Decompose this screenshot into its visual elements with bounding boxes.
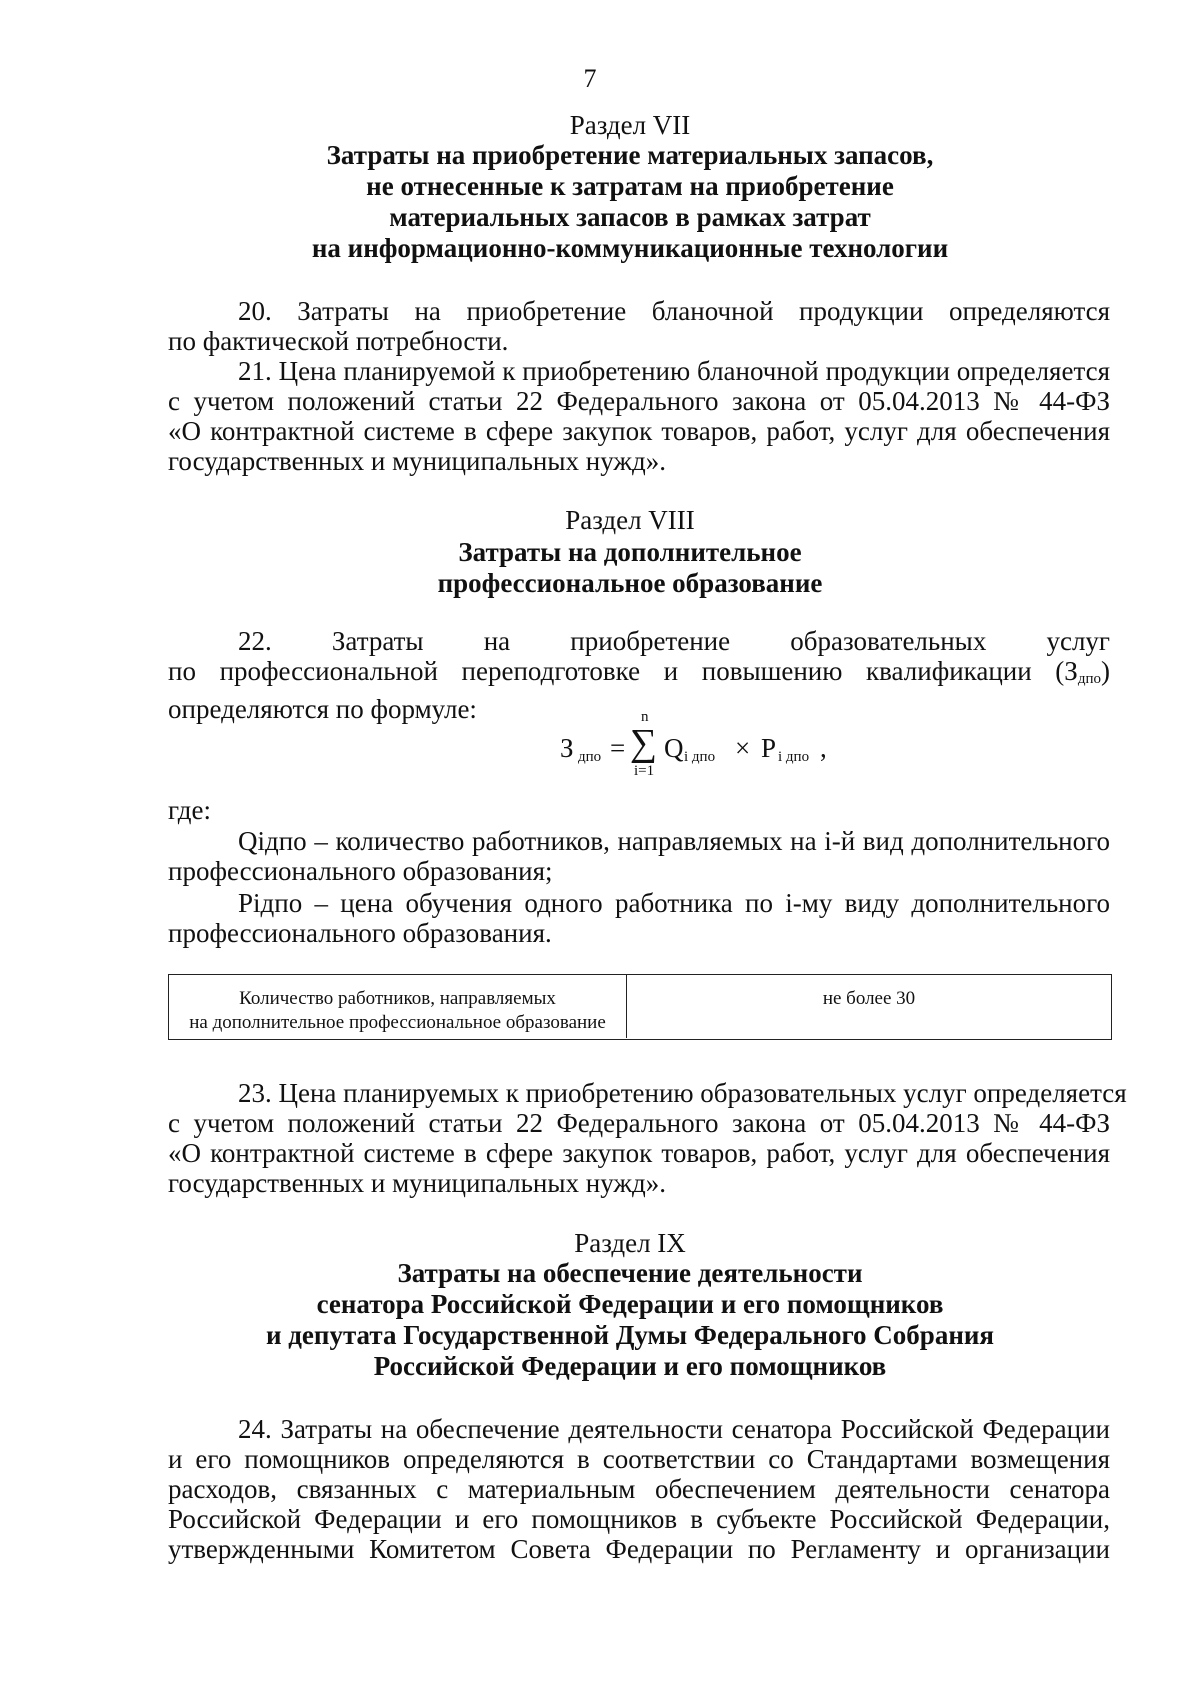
paragraph-line: 24. Затраты на обеспечение деятельности сенатора Российской Федерации — [238, 1414, 1110, 1444]
table-label-cell — [169, 975, 627, 1038]
paragraph-line-text: по профессиональной переподготовке и повышению квалификации (З — [168, 656, 1078, 686]
p-definition — [168, 888, 1110, 948]
paragraph-line: Российской Федерации и его помощников в субъекте Российской Федерации, — [168, 1504, 1110, 1534]
paragraph-line: 22. Затраты на приобретение образовательных услуг — [238, 626, 1110, 656]
formula-equals: = — [610, 733, 626, 763]
paragraph-23 — [168, 1078, 1127, 1198]
subscript: дпо — [1077, 671, 1101, 687]
paragraph-line: профессионального образования. — [168, 918, 552, 948]
paragraph-line: 21. Цена планируемой к приобретению бланочной продукции определяется — [238, 356, 1110, 386]
paragraph-line: определяются по формуле: — [168, 694, 477, 724]
paragraph-20 — [168, 296, 1110, 356]
sum-upper-limit: n — [641, 709, 649, 725]
formula-end: , — [820, 733, 827, 763]
paragraph-line: профессионального образования; — [168, 856, 553, 886]
section-7-title-line: на информационно-коммуникационные технологии — [311, 233, 949, 263]
paragraph-line: Piдпо – цена обучения одного работника по i-му виду дополнительного — [238, 888, 1110, 918]
section-8-heading: Раздел VIII — [565, 505, 695, 535]
section-9-title-line: Российской Федерации и его помощников — [373, 1351, 887, 1381]
page-number: 7 — [583, 64, 597, 93]
formula — [560, 709, 880, 805]
formula-p: P — [761, 733, 777, 763]
section-8-title — [160, 537, 1100, 599]
formula-q-subscript: i дпо — [684, 749, 716, 765]
paragraph-line — [168, 656, 1110, 686]
paragraph-line: 20. Затраты на приобретение бланочной продукции определяются — [238, 296, 1110, 326]
section-7-title — [160, 140, 1100, 264]
table-value-cell: не более 30 — [822, 988, 916, 1009]
paragraph-line: с учетом положений статьи 22 Федерального закона от 05.04.2013 № 44-ФЗ — [168, 1108, 1110, 1138]
section-8-title-line: Затраты на дополнительное — [458, 537, 802, 567]
paragraph-line: Qiдпо – количество работников, направляемых на i-й вид дополнительного — [238, 826, 1110, 856]
paragraph-line: и его помощников определяются в соответствии со Стандартами возмещения — [168, 1444, 1110, 1474]
paragraph-line-end: ) — [1101, 656, 1110, 686]
paragraph-24 — [168, 1414, 1110, 1564]
formula-q: Q — [664, 733, 684, 763]
paragraph-22 — [168, 626, 1110, 724]
section-9-title — [160, 1258, 1100, 1382]
section-7-title-line: материальных запасов в рамках затрат — [389, 202, 871, 232]
section-7-heading: Раздел VII — [569, 110, 691, 140]
paragraph-line: «О контрактной системе в сфере закупок товаров, работ, услуг для обеспечения — [168, 1138, 1110, 1168]
paragraph-line: 23. Цена планируемых к приобретению образовательных услуг определяется — [238, 1078, 1127, 1108]
section-7-title-line: не отнесенные к затратам на приобретение — [366, 171, 894, 201]
paragraph-line: государственных и муниципальных нужд». — [168, 446, 666, 476]
paragraph-line: утвержденными Комитетом Совета Федерации по Регламенту и организации — [168, 1534, 1110, 1564]
formula-times: × — [735, 733, 751, 763]
paragraph-line: с учетом положений статьи 22 Федерального закона от 05.04.2013 № 44-ФЗ — [168, 386, 1110, 416]
q-definition — [168, 826, 1110, 886]
paragraph-line: по фактической потребности. — [168, 326, 509, 356]
table-label-line: Количество работников, направляемых — [239, 988, 556, 1009]
sigma-icon: ∑ — [630, 722, 658, 764]
formula-lhs-subscript: дпо — [578, 749, 602, 765]
paragraph-line: расходов, связанных с материальным обеспечением деятельности сенатора — [168, 1474, 1110, 1504]
section-9-heading: Раздел IX — [574, 1228, 686, 1258]
section-9-title-line: Затраты на обеспечение деятельности — [397, 1258, 863, 1288]
paragraph-line: государственных и муниципальных нужд». — [168, 1168, 666, 1198]
sum-lower-limit: i=1 — [634, 763, 655, 779]
paragraph-21 — [168, 356, 1110, 476]
section-9-title-line: сенатора Российской Федерации и его помощников — [316, 1289, 944, 1319]
table-label-line: на дополнительное профессиональное образование — [189, 1012, 606, 1033]
where-label: где: — [168, 795, 211, 825]
norm-table — [168, 974, 1112, 1040]
section-7-title-line: Затраты на приобретение материальных запасов, — [326, 140, 934, 170]
formula-p-subscript: i дпо — [778, 749, 810, 765]
section-9-title-line: и депутата Государственной Думы Федерального Собрания — [265, 1320, 995, 1350]
formula-lhs: З — [560, 733, 574, 763]
section-8-title-line: профессиональное образование — [437, 568, 823, 598]
paragraph-line: «О контрактной системе в сфере закупок товаров, работ, услуг для обеспечения — [168, 416, 1110, 446]
